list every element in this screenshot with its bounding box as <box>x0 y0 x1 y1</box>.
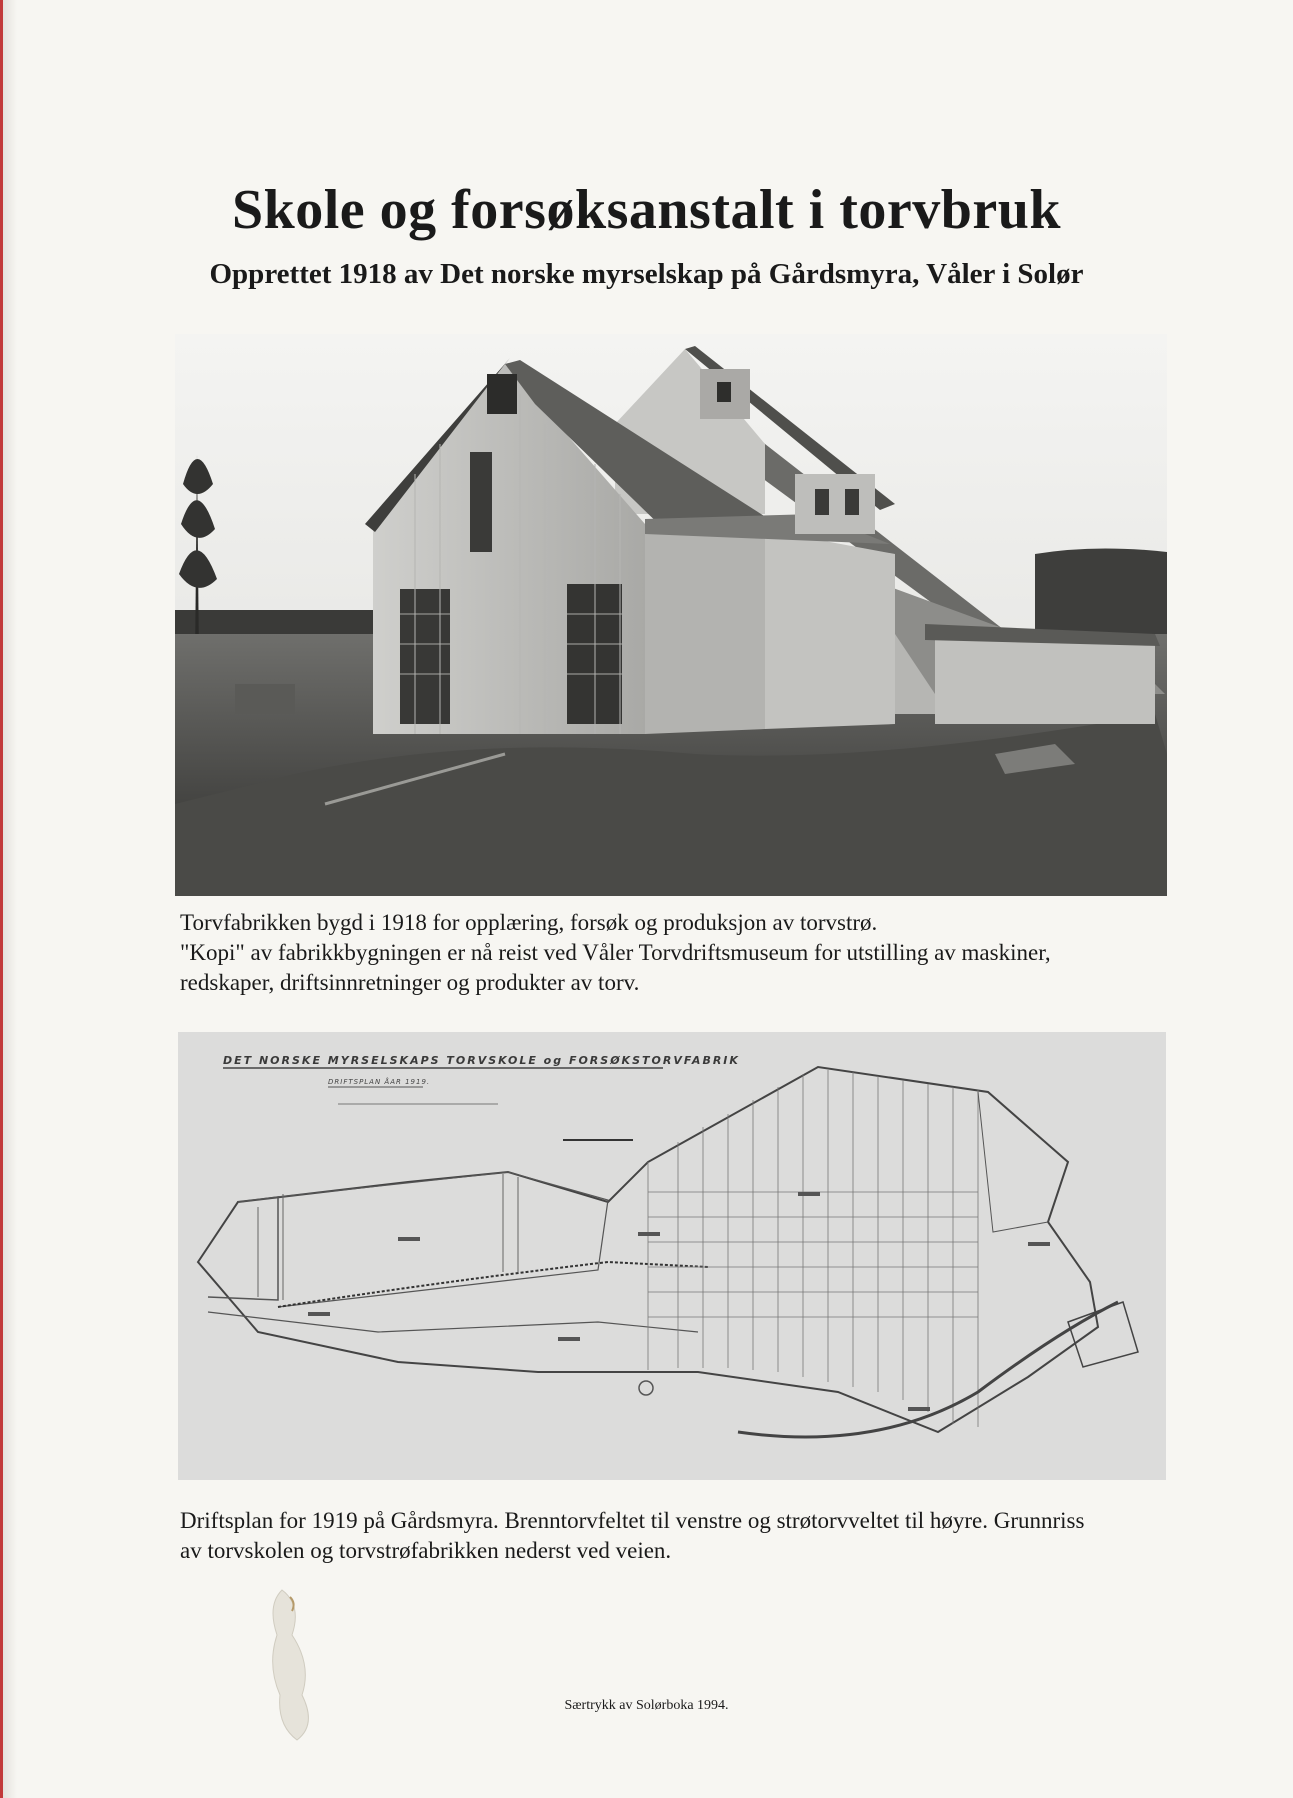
plan-caption-line: Driftsplan for 1919 på Gårdsmyra. Brenntorvfeltet til venstre og strøtorvveltet til høyre. Grunnriss <box>180 1508 1085 1533</box>
plan-heading: DET NORSKE MYRSELSKAPS TORVSKOLE og FORSØKSTORVFABRIK <box>223 1054 740 1067</box>
page-title: Skole og forsøksanstalt i torvbruk <box>231 179 1062 241</box>
photo-caption-line: Torvfabrikken bygd i 1918 for opplæring, forsøk og produksjon av torvstrø. <box>180 910 878 935</box>
plan-subheading: DRIFTSPLAN ÅAR 1919. <box>328 1078 431 1086</box>
photo-caption-line: "Kopi" av fabrikkbygningen er nå reist ved Våler Torvdriftsmuseum for utstilling av maskiner, <box>180 940 1051 965</box>
paper-stain <box>262 1585 332 1745</box>
factory-photo <box>175 334 1167 896</box>
operations-plan-map <box>178 1032 1166 1480</box>
plan-caption <box>180 1506 1180 1566</box>
photo-caption-line: redskaper, driftsinnretninger og produkter av torv. <box>180 970 640 995</box>
plan-caption-line: av torvskolen og torvstrøfabrikken nederst ved veien. <box>180 1538 672 1563</box>
photo-caption <box>180 908 1180 998</box>
footer-note: Særtrykk av Solørboka 1994. <box>564 1698 729 1713</box>
page-subtitle: Opprettet 1918 av Det norske myrselskap på Gårdsmyra, Våler i Solør <box>209 258 1084 290</box>
